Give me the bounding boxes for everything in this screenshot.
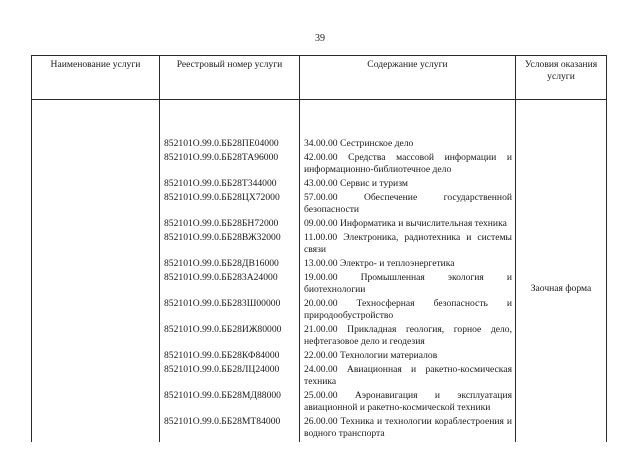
registry-number-cell: 852101О.99.0.ББ28ТА96000 xyxy=(160,152,300,178)
service-content-cell: 11.00.00 Электроника, радиотехника и системы связи xyxy=(300,232,516,258)
registry-number-cell: 852101О.99.0.ББ28ДВ16000 xyxy=(160,258,300,272)
service-content-cell: 13.00.00 Электро- и теплоэнергетика xyxy=(300,258,516,272)
conditions-cell: Заочная форма xyxy=(516,136,607,442)
service-content-cell: 25.00.00 Аэронавигация и эксплуатация авиационной и ракетно-космической техники xyxy=(300,390,516,416)
service-name-cell xyxy=(32,136,160,442)
service-content-cell: 43.00.00 Сервис и туризм xyxy=(300,178,516,192)
header-conditions: Условия оказания услуги xyxy=(516,56,607,100)
spacer-cell xyxy=(300,100,516,137)
registry-number-cell: 852101О.99.0.ББ28КФ84000 xyxy=(160,350,300,364)
registry-number-cell: 852101О.99.0.ББ28ВЖ32000 xyxy=(160,232,300,258)
service-content-cell: 24.00.00 Авиационная и ракетно-космическая техника xyxy=(300,364,516,390)
header-service-name: Наименование услуги xyxy=(32,56,160,100)
spacer-cell xyxy=(160,100,300,137)
table-header-row xyxy=(32,56,607,100)
service-content-cell: 21.00.00 Прикладная геология, горное дело, нефтегазовое дело и геодезия xyxy=(300,324,516,350)
registry-number-cell: 852101О.99.0.ББ28БН72000 xyxy=(160,218,300,232)
service-content-cell: 42.00.00 Средства массовой информации и информационно-библиотечное дело xyxy=(300,152,516,178)
registry-number-cell: 852101О.99.0.ББ28МД88000 xyxy=(160,390,300,416)
registry-number-cell: 852101О.99.0.ББ28ЦХ72000 xyxy=(160,192,300,218)
registry-number-cell: 852101О.99.0.ББ28МТ84000 xyxy=(160,416,300,442)
service-content-cell: 19.00.00 Промышленная экология и биотехнологии xyxy=(300,272,516,298)
table-row xyxy=(32,136,607,152)
services-table xyxy=(31,55,607,442)
spacer-cell xyxy=(32,100,160,137)
registry-number-cell: 852101О.99.0.ББ283Ш00000 xyxy=(160,298,300,324)
registry-number-cell: 852101О.99.0.ББ283А24000 xyxy=(160,272,300,298)
registry-number-cell: 852101О.99.0.ББ28ЛЦ24000 xyxy=(160,364,300,390)
header-service-content: Содержание услуги xyxy=(300,56,516,100)
registry-number-cell: 852101О.99.0.ББ28Т344000 xyxy=(160,178,300,192)
registry-number-cell: 852101О.99.0.ББ28ИЖ80000 xyxy=(160,324,300,350)
table-spacer-row xyxy=(32,100,607,137)
service-content-cell: 09.00.00 Информатика и вычислительная техника xyxy=(300,218,516,232)
registry-number-cell: 852101О.99.0.ББ28ПЕ04000 xyxy=(160,136,300,152)
service-content-cell: 34.00.00 Сестринское дело xyxy=(300,136,516,152)
table-body xyxy=(32,100,607,443)
service-content-cell: 22.00.00 Технологии материалов xyxy=(300,350,516,364)
service-content-cell: 26.00.00 Техника и технологии кораблестроения и водного транспорта xyxy=(300,416,516,442)
header-registry-number: Реестровый номер услуги xyxy=(160,56,300,100)
service-content-cell: 20.00.00 Техносферная безопасность и природообустройство xyxy=(300,298,516,324)
service-content-cell: 57.00.00 Обеспечение государственной безопасности xyxy=(300,192,516,218)
page-number: 39 xyxy=(315,33,325,44)
spacer-cell xyxy=(516,100,607,137)
